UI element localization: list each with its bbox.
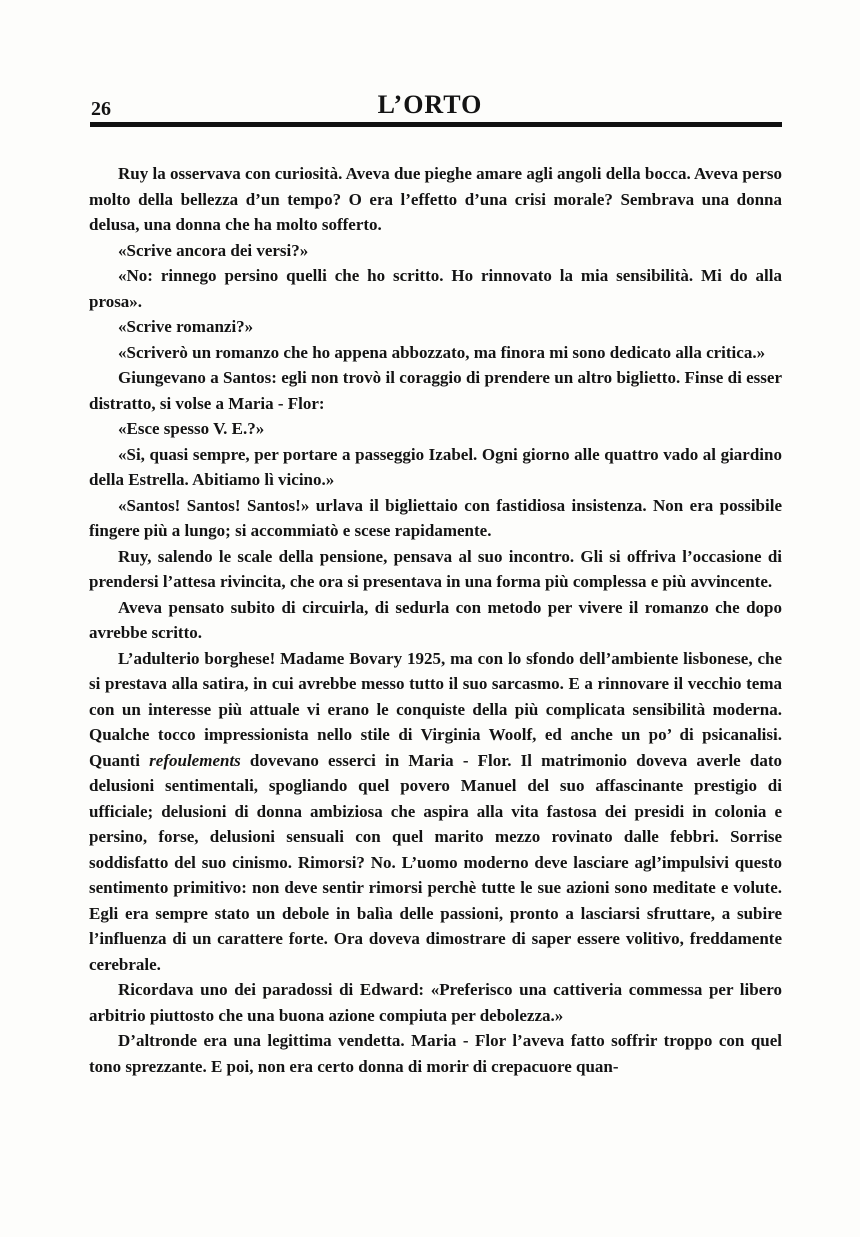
paragraph-text: dovevano esserci in Maria - Flor. Il matrimonio doveva averle dato delusioni sentimentali, spogliando quel povero Manuel del suo affascinante prestigio di ufficiale; delusioni di donna ambiziosa che aspira alla vita fastosa dei presidi in colonia e persino, forse, delusioni sensuali con quel marito mezzo rovinato dalle febbri. Sorrise soddisfatto del suo cinismo. Rimorsi? No. L’uomo moderno deve lasciare agl’impulsivi questo sentimento primitivo: non deve sentir rimorsi perchè tutte le sue azioni sono meditate e volute. Egli era sempre stato un debole in balìa delle passioni, pronto a lasciarsi sfruttare, a subire l’influenza di un carattere forte. Ora doveva dimostrare di saper essere volitivo, freddamente cerebrale. xyxy=(89,750,782,974)
body-text xyxy=(89,161,782,1079)
header-rule xyxy=(90,122,782,127)
italic-term: refoulements xyxy=(149,750,241,770)
page-number: 26 xyxy=(91,98,111,120)
paragraph: Ruy la osservava con curiosità. Aveva due pieghe amare agli angoli della bocca. Aveva perso molto della bellezza d’un tempo? O era l’effetto d’una crisi morale? Sembrava una donna delusa, una donna che ha molto sofferto. xyxy=(89,164,782,234)
dialogue-line: «Scrive ancora dei versi?» xyxy=(118,240,309,260)
paragraph: Ruy, salendo le scale della pensione, pensava al suo incontro. Gli si offriva l’occasione di prendersi l’attesa rivincita, che ora si presentava in una forma più complessa e più avvincente. xyxy=(89,546,782,591)
dialogue-line: «Scrive romanzi?» xyxy=(118,317,254,336)
paragraph: Giungevano a Santos: egli non trovò il coraggio di prendere un altro biglietto. Finse di esser distratto, si volse a Maria - Flor: xyxy=(89,368,782,413)
dialogue-line: «Si, quasi sempre, per portare a passeggio Izabel. Ogni giorno alle quattro vado al giardino della Estrella. Abitiamo lì vicino.» xyxy=(89,444,782,489)
paragraph: D’altronde era una legittima vendetta. Maria - Flor l’aveva fatto soffrir troppo con quel tono sprezzante. E poi, non era certo donna di morir di crepacuore quan- xyxy=(89,1031,782,1076)
paragraph: Ricordava uno dei paradossi di Edward: «Preferisco una cattiveria commessa per libero arbitrio piuttosto che una buona azione compiuta per debolezza.» xyxy=(89,980,782,1025)
paragraph xyxy=(89,646,782,978)
dialogue-line: «No: rinnego persino quelli che ho scritto. Ho rinnovato la mia sensibilità. Mi do alla prosa». xyxy=(89,266,782,311)
running-title: L’ORTO xyxy=(377,90,483,119)
dialogue-line: «Esce spesso V. E.?» xyxy=(118,419,265,438)
paragraph: Aveva pensato subito di circuirla, di sedurla con metodo per vivere il romanzo che dopo avrebbe scritto. xyxy=(89,597,782,642)
dialogue-line: «Santos! Santos! Santos!» urlava il bigliettaio con fastidiosa insistenza. Non era possibile fingere più a lungo; si accommiatò e scese rapidamente. xyxy=(89,495,782,540)
paragraph-text: L’adulterio borghese! Madame Bovary 1925, ma con lo sfondo dell’ambiente lisbonese, che si prestava alla satira, in cui avrebbe messo tutto il suo sarcasmo. E a rinnovare il vecchio tema con un interesse più attuale vi erano le conquiste della più complicata sensibilità moderna. Qualche tocco impressionista nello stile di Virginia Woolf, ed anche un po’ di psicanalisi. Quanti xyxy=(89,648,782,770)
dialogue-line: «Scriverò un romanzo che ho appena abbozzato, ma finora mi sono dedicato alla critica.» xyxy=(118,342,766,362)
